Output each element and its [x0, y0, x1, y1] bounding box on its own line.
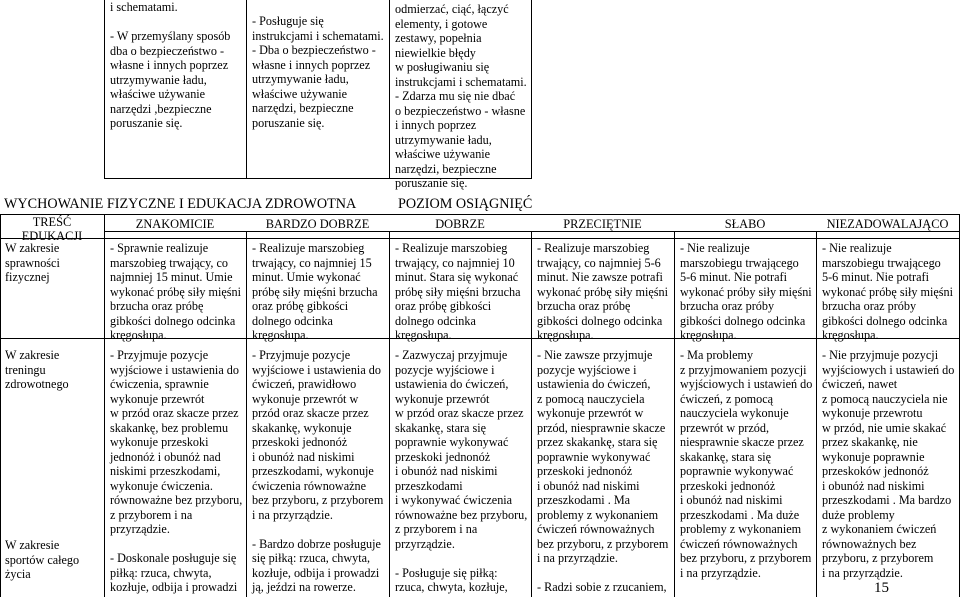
grid-line: [816, 231, 817, 597]
cell-trening-przecietnie: - Nie zawsze przyjmuje pozycje wyjściowe i ustawienia do ćwiczeń, z pomocą nauczyciela wykonuje przewrót w przód, niesprawnie skacze przez skakankę, stara się poprawnie wykonywać przeskoki jednonóż i obunóż nad niskimi przeszkodami . Ma problemy z wykonaniem ćwiczeń równoważnych bez przyboru, z przyborem i na przyrządzie. - Radzi sobie z rzucaniem,: [537, 348, 669, 594]
header-tresc-line2: EDUKACJI: [21, 229, 83, 243]
cell-sprawnosc-niezadowalajaco: - Nie realizuje marszobiegu trwającego 5-6 minut. Nie potrafi wykonać próbę siły mięśni brzucha oraz próby gibkości dolnego odcinka kręgosłupa.: [822, 241, 953, 342]
cell-sprawnosc-dobrze: - Realizuje marszobieg trwający, co najmniej 10 minut. Stara się wykonać próbę siły mięśni brzucha oraz próbę gibkości dolnego odcinka kręgosłupa.: [395, 241, 521, 342]
cell-trening-slabo: - Ma problemy z przyjmowaniem pozycji wyjściowych i ustawień do ćwiczeń, z pomocą nauczyciela wykonuje przewrót w przód, niesprawnie skacze przez skakankę, stara się poprawnie wykonywać przeskoki jednonóż i obunóż nad niskimi przeszkodami . Ma duże problemy z wykonaniem ćwiczeń równoważnych bez przyboru, z przyborem i na przyrządzie.: [680, 348, 813, 580]
grid-line: [0, 214, 960, 215]
grid-line: [531, 231, 532, 597]
page-number: 15: [874, 580, 889, 596]
header-przecietnie: PRZECIĘTNIE: [563, 217, 642, 231]
cell-sprawnosc-bardzo-dobrze: - Realizuje marszobieg trwający, co najmniej 15 minut. Umie wykonać próbę siły mięśni brzucha oraz próbę gibkości dolnego odcinka kręgosłupa.: [252, 241, 378, 342]
header-znakomicie: ZNAKOMICIE: [135, 217, 215, 231]
header-tresc-line1: TREŚĆ: [32, 215, 72, 229]
header-tresc: [2, 215, 102, 243]
cell-sprawnosc-slabo: - Nie realizuje marszobiegu trwającego 5-6 minut. Nie potrafi wykonać próby siły mięśni brzucha oraz próby gibkości dolnego odcinka kręgosłupa.: [680, 241, 812, 342]
header-niezadowalajaco: NIEZADOWALAJĄCO: [826, 217, 949, 231]
row-label-sprawnosc: W zakresie sprawności fizycznej: [5, 241, 60, 284]
top-text-col2: - Posługuje się instrukcjami i schematami. - Dba o bezpieczeństwo - własne i innych poprzez utrzymywanie ładu, właściwe używanie narzędzi, bezpieczne poruszanie się.: [252, 14, 384, 130]
top-text-col3: odmierzać, ciąć, łączyć elementy, i gotowe zestawy, popełnia niewielkie błędy w posługiwaniu się instrukcjami i schematami. - Zdarza mu się nie dbać o bezpieczeństwo - własne i innych poprzez utrzymywanie ładu, właściwe używanie narzędzi, bezpieczne poruszanie się.: [395, 2, 527, 190]
grid-line: [246, 231, 247, 597]
cell-trening-bardzo-dobrze: - Przyjmuje pozycje wyjściowe i ustawienia do ćwiczeń, prawidłowo wykonuje przewrót w przód oraz skacze przez skakankę, wykonuje przeskoki jednonóż i obunóż nad niskimi przeszkodami, wykonuje ćwiczenia równoważne bez przyboru, z przyborem i na przyrządzie. - Bardzo dobrze posługuje się piłką: rzuca, chwyta, kozłuje, odbija i prowadzi ją, jeździ na rowerze.: [252, 348, 384, 594]
grid-line: [0, 214, 1, 597]
row-label-sporty: W zakresie sportów całego życia: [5, 538, 80, 581]
header-slabo: SŁABO: [724, 217, 766, 231]
cell-trening-niezadowalajaco: - Nie przyjmuje pozycji wyjściowych i ustawień do ćwiczeń, nawet z pomocą nauczyciela nie wykonuje przewrotu w przód, nie umie skakać przez skakankę, nie wykonuje poprawnie przeskoków jednonóż i obunóż nad niskimi przeszkodami . Ma bardzo duże problemy z wykonaniem ćwiczeń równoważnych bez przyboru, z przyborem i na przyrządzie.: [822, 348, 955, 580]
grid-line: [389, 0, 390, 178]
top-text-col1: i schematami. - W przemyślany sposób dba o bezpieczeństwo - własne i innych poprzez utrzymywanie ładu, właściwe używanie narzędzi ,bezpieczne poruszanie się.: [110, 0, 231, 130]
grid-line: [531, 0, 532, 178]
row-label-trening: W zakresie treningu zdrowotnego: [5, 348, 69, 391]
grid-line: [104, 214, 105, 597]
cell-trening-dobrze: - Zazwyczaj przyjmuje pozycje wyjściowe i ustawienia do ćwiczeń, wykonuje przewrót w przód oraz skacze przez skakankę, stara się poprawnie wykonywać przeskoki jednonóż i obunóż nad niskimi przeszkodami i wykonywać ćwiczenia równoważne bez przyboru, z przyborem i na przyrządzie. - Posługuje się piłką: rzuca, chwyta, kozłuje,: [395, 348, 528, 594]
header-bardzo-dobrze: BARDZO DOBRZE: [265, 217, 370, 231]
grid-line: [674, 231, 675, 597]
header-dobrze: DOBRZE: [435, 217, 485, 231]
grid-line: [104, 0, 105, 178]
cell-trening-znakomicie: - Przyjmuje pozycje wyjściowe i ustawienia do ćwiczenia, sprawnie wykonuje przewrót w przód oraz skacze przez skakankę, bez problemu wykonuje przeskoki jednonóż i obunóż nad niskimi przeszkodami, wykonuje ćwiczenia. równoważne bez przyboru, z przyborem i na przyrządzie. - Doskonale posługuje się piłką: rzuca, chwyta, kozłuje, odbija i prowadzi: [110, 348, 243, 594]
level-title: POZIOM OSIĄGNIĘĆ: [398, 196, 533, 212]
grid-line: [104, 231, 960, 232]
cell-sprawnosc-znakomicie: - Sprawnie realizuje marszobieg trwający, co najmniej 15 minut. Umie wykonać próbę siły mięśni brzucha oraz próbę gibkości dolnego odcinka kręgosłupa.: [110, 241, 241, 342]
cell-sprawnosc-przecietnie: - Realizuje marszobieg trwający, co najmniej 5-6 minut. Nie zawsze potrafi wykonać próbę siły mięśni brzucha oraz próbę gibkości dolnego odcinka kręgosłupa.: [537, 241, 668, 342]
grid-line: [246, 0, 247, 178]
section-title: WYCHOWANIE FIZYCZNE I EDUKACJA ZDROWOTNA: [4, 196, 357, 212]
grid-line: [389, 231, 390, 597]
